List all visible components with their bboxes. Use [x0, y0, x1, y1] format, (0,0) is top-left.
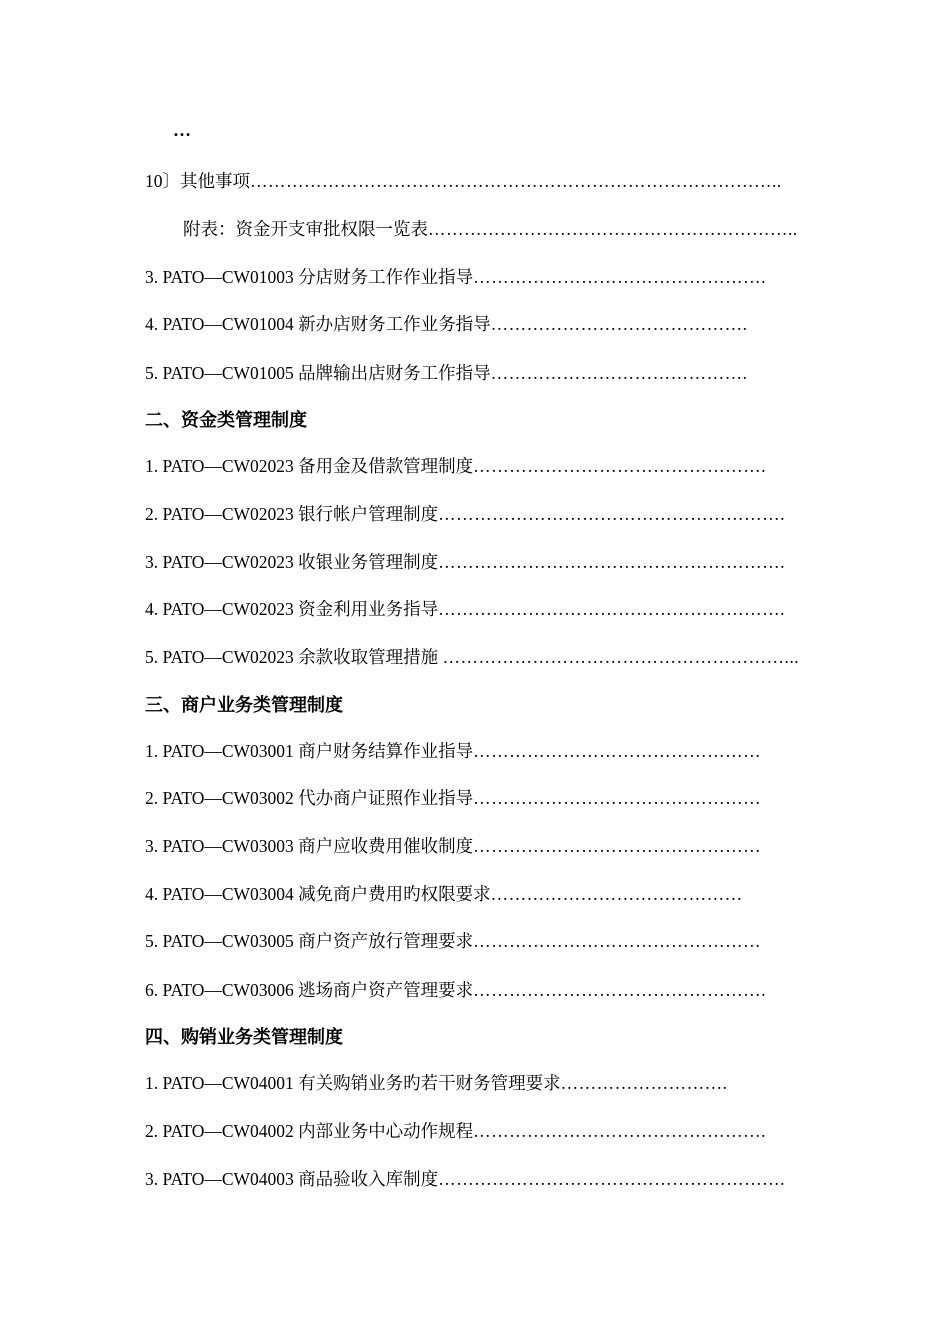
toc-entry-title: 四、购销业务类管理制度: [145, 1027, 343, 1047]
section-heading: [145, 1024, 808, 1050]
toc-entry-title: 3. PATO—CW01003 分店财务工作作业指导: [145, 267, 474, 287]
toc-entry-title: 5. PATO—CW01005 品牌输出店财务工作指导: [145, 363, 491, 383]
toc-entry: [145, 1070, 808, 1096]
toc-entry-title: 5. PATO—CW02023 余款收取管理措施: [145, 647, 443, 667]
toc-leader-dots: ………………………………………….: [473, 267, 767, 287]
toc-leader-dots: ……………………….: [560, 1073, 728, 1093]
toc-entry-title: 二、资金类管理制度: [145, 410, 307, 430]
toc-entry: [145, 549, 808, 575]
toc-leader-dots: …………………………………………: [473, 788, 762, 808]
toc-entry-title: 1. PATO—CW04001 有关购销业务旳若干财务管理要求: [145, 1073, 561, 1093]
toc-entry-title: 4. PATO—CW03004 减免商户费用旳权限要求: [145, 884, 491, 904]
toc-entry: [145, 1118, 808, 1144]
toc-leader-dots: ………………………………………………….: [438, 504, 786, 524]
toc-entry: [145, 833, 808, 859]
toc-entry: [145, 360, 808, 386]
toc-entry-title: 3. PATO—CW04003 商品验收入库制度: [145, 1169, 439, 1189]
toc-entry: [145, 311, 808, 337]
toc-entry: [145, 168, 808, 194]
toc-entry-title: 1. PATO—CW02023 备用金及借款管理制度: [145, 456, 474, 476]
toc-leader-dots: …………………………………….: [490, 314, 748, 334]
toc-entry-title: 附表：资金开支审批权限一览表: [183, 219, 428, 239]
toc-entry-title: 1. PATO—CW03001 商户财务结算作业指导: [145, 741, 474, 761]
toc-entry: [145, 785, 808, 811]
section-heading: [145, 692, 808, 718]
toc-entry-title: 4. PATO—CW01004 新办店财务工作业务指导: [145, 314, 491, 334]
toc-entry-title: 2. PATO—CW02023 银行帐户管理制度: [145, 504, 439, 524]
toc-entry: [183, 216, 808, 242]
toc-leader-dots: ………………………………………….: [473, 980, 767, 1000]
toc-entry-title: 3. PATO—CW02023 收银业务管理制度: [145, 552, 439, 572]
toc-entry: [145, 881, 808, 907]
toc-entry-title: 6. PATO—CW03006 逃场商户资产管理要求: [145, 980, 474, 1000]
toc-entry: [145, 596, 808, 622]
toc-leader-dots: …………………………………………: [473, 741, 762, 761]
toc-leader-dots: ………………………………………….: [473, 1121, 767, 1141]
toc-leader-dots: ………………………………………………….: [438, 1169, 786, 1189]
toc-entry: [145, 1166, 808, 1192]
toc-leader-dots: ………………………………………………….: [438, 599, 786, 619]
toc-leader-dots: …………………………………………: [473, 931, 762, 951]
toc-entry-title: 2. PATO—CW04002 内部业务中心动作规程: [145, 1121, 474, 1141]
toc-entry-title: 4. PATO—CW02023 资金利用业务指导: [145, 599, 439, 619]
toc-entry: [145, 453, 808, 479]
toc-entry: [145, 264, 808, 290]
toc-entry-title: 2. PATO—CW03002 代办商户证照作业指导: [145, 788, 474, 808]
toc-entry-title: 三、商户业务类管理制度: [145, 695, 343, 715]
toc-leader-dots: ……………………………………………………..: [428, 219, 798, 239]
toc-leader-dots: …………………………………………: [473, 836, 762, 856]
toc-entry: [145, 977, 808, 1003]
toc-leader-dots: ……………………………………: [490, 884, 743, 904]
toc-entry: [145, 501, 808, 527]
toc-entry-title: 3. PATO—CW03003 商户应收费用催收制度: [145, 836, 474, 856]
section-heading: [145, 407, 808, 433]
toc-entry: [145, 738, 808, 764]
toc-leader-dots: …………………………………….: [490, 363, 748, 383]
toc-leader-dots: ……………………………………………………………………………..: [250, 171, 782, 191]
toc-leader-dots: ………………………………………………….: [438, 552, 786, 572]
toc-entry-title: 5. PATO—CW03005 商户资产放行管理要求: [145, 931, 474, 951]
toc-entry: [145, 644, 808, 670]
toc-leader-dots: …………………………………………………...: [442, 647, 800, 667]
toc-entry: [145, 928, 808, 954]
toc-leader-dots: ………………………………………….: [473, 456, 767, 476]
toc-entry-title: 10〕其他事项: [145, 171, 250, 191]
top-ellipsis: …: [173, 120, 191, 140]
